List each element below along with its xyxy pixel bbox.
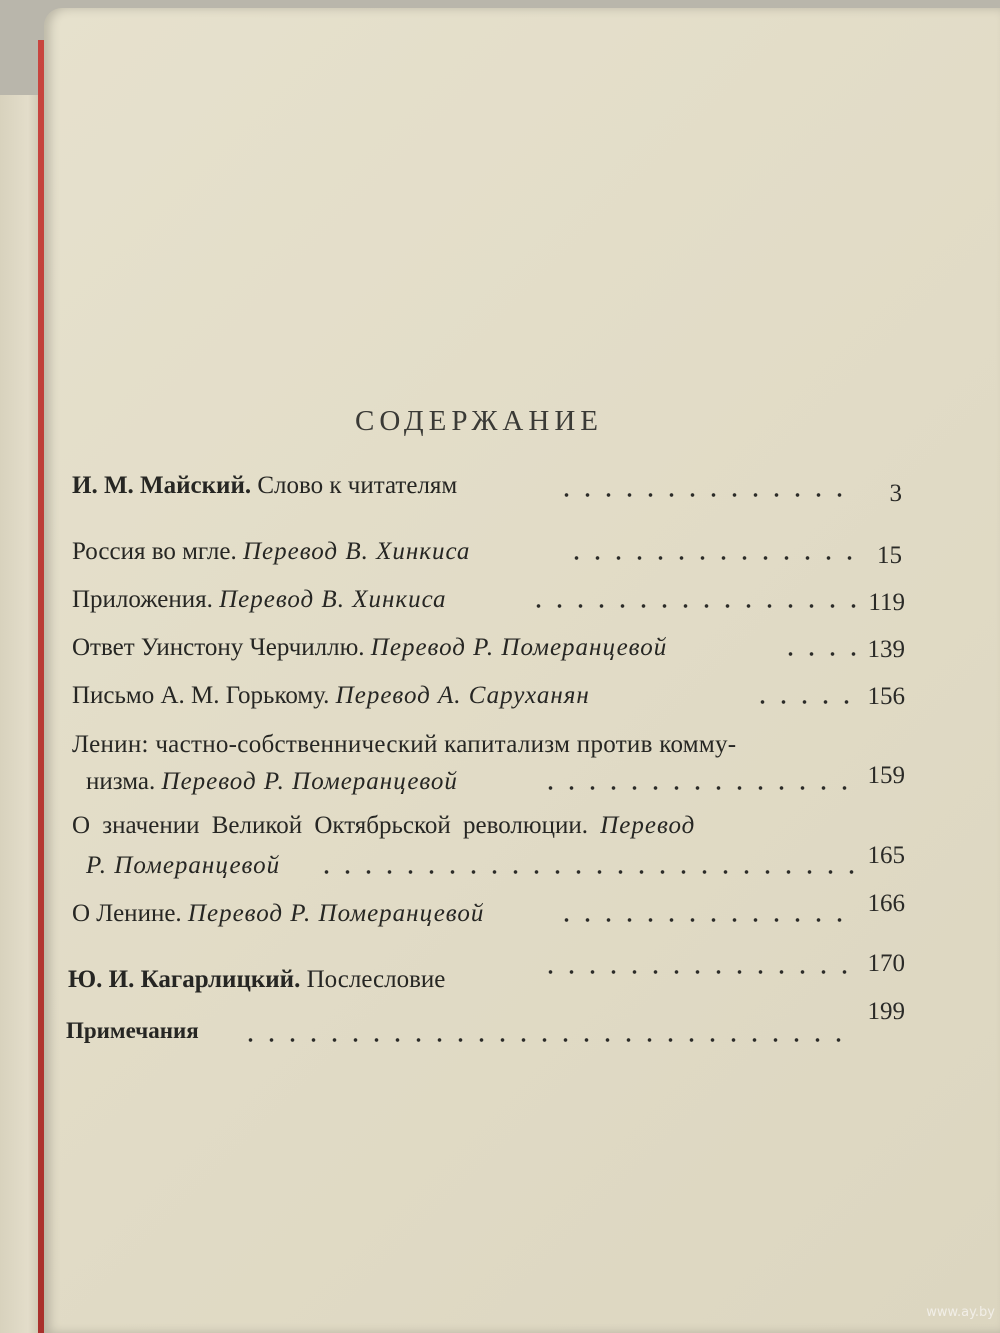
toc-leader-dots (240, 1030, 856, 1050)
toc-page-number: 159 (867, 762, 905, 789)
toc-entry-title: О значении Великой Октябрьской революции. (72, 812, 588, 839)
toc-entry-title: Письмо А. М. Горькому. (72, 682, 330, 709)
toc-entry-title: Слово к читателям (257, 472, 458, 499)
toc-entry-text (72, 472, 457, 500)
toc-leader-dots (566, 548, 856, 568)
toc-entry-text: Ленин: частно-собственнический капитализм против комму- (72, 731, 737, 758)
toc-page-number: 119 (868, 589, 905, 616)
toc-entry-text (72, 682, 590, 710)
toc-entry-translation: Перевод Р. Померанцевой (370, 634, 668, 661)
toc-entry-text (72, 634, 667, 662)
toc-entry-translation: Перевод В. Хинкиса (219, 586, 447, 613)
toc-entry-title: О Ленине. (72, 900, 182, 927)
toc-entry-translation: Перевод В. Хинкиса (242, 538, 471, 565)
toc-leader-dots (540, 778, 856, 798)
toc-entry-author: И. М. Майский. (72, 472, 252, 499)
toc-page-number: 166 (867, 890, 905, 917)
toc-leader-dots (556, 485, 856, 505)
toc-entry-translation: Перевод Р. Померанцевой (187, 900, 485, 927)
toc-entry-translation: Перевод (600, 812, 696, 839)
toc-leader-dots (316, 862, 856, 882)
toc-entry-translation: Перевод Р. Померанцевой (161, 768, 458, 795)
toc-entry-title: Послесловие (306, 966, 446, 993)
toc-page-number: 199 (867, 998, 905, 1025)
toc-entry-text (72, 812, 695, 840)
toc-entry-text-continued (86, 768, 458, 796)
toc-page-number: 165 (867, 842, 905, 869)
toc-entry-translation: Перевод А. Саруханян (335, 682, 590, 709)
toc-leader-dots (540, 962, 856, 982)
book-edge (0, 95, 40, 1333)
toc-entry-text (68, 966, 445, 994)
toc-page-number: 139 (867, 636, 905, 663)
toc-leader-dots (528, 596, 856, 616)
toc-entry-title: Приложения. (72, 586, 213, 613)
toc-page-number: 170 (867, 950, 905, 977)
toc-entry-title: Россия во мгле. (72, 538, 237, 565)
toc-entry-author: Ю. И. Кагарлицкий. (68, 966, 301, 993)
watermark: www.ay.by (926, 1305, 995, 1320)
page-title: СОДЕРЖАНИЕ (355, 405, 603, 437)
toc-page-number: 3 (889, 480, 902, 507)
toc-leader-dots (752, 692, 856, 712)
toc-entry-text-continued (86, 852, 280, 880)
toc-entry-title: Примечания (66, 1018, 199, 1043)
toc-entry-title: Ответ Уинстону Черчиллю. (72, 634, 365, 661)
toc-entry-translation: Р. Померанцевой (86, 852, 281, 879)
toc-leader-dots (556, 910, 856, 930)
toc-entry-title: низма. (86, 768, 156, 795)
toc-entry-text (72, 586, 447, 614)
toc-page-number: 15 (877, 542, 902, 569)
book-page (44, 8, 1000, 1333)
toc-page-number: 156 (867, 683, 905, 710)
toc-entry-text (72, 538, 470, 566)
toc-entry-text (72, 900, 484, 928)
